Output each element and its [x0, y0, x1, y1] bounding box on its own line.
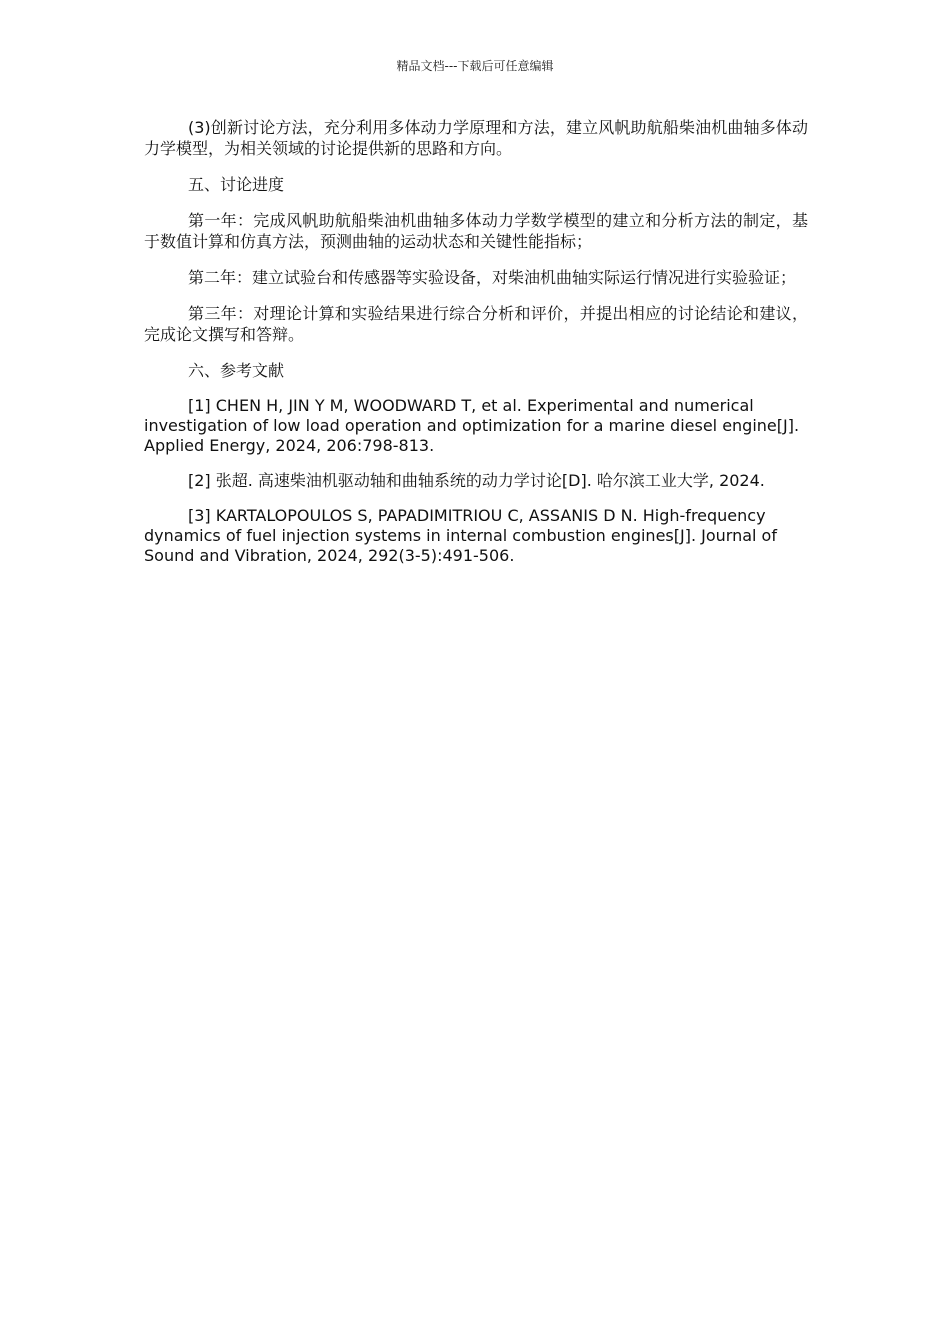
section-heading-progress: 五、讨论进度 [188, 175, 285, 194]
document-body [144, 117, 808, 581]
innovation-paragraph-3: (3)创新讨论方法，充分利用多体动力学原理和方法，建立风帆助航船柴油机曲轴多体动力学模型，为相关领域的讨论提供新的思路和方向。 [144, 118, 808, 158]
reference-item-2: [2] 张超. 高速柴油机驱动轴和曲轴系统的动力学讨论[D]. 哈尔滨工业大学, 2024. [188, 471, 765, 490]
progress-year-3: 第三年：对理论计算和实验结果进行综合分析和评价，并提出相应的讨论结论和建议，完成论文撰写和答辩。 [144, 304, 808, 344]
reference-item-1: [1] CHEN H, JIN Y M, WOODWARD T, et al. Experimental and numerical investigation of low load operation and optimization for a marine diesel engine[J]. Applied Energy, 2024, 206:798-813. [144, 396, 800, 455]
progress-year-1: 第一年：完成风帆助航船柴油机曲轴多体动力学数学模型的建立和分析方法的制定，基于数值计算和仿真方法，预测曲轴的运动状态和关键性能指标； [144, 211, 808, 251]
page-header: 精品文档---下载后可任意编辑 [396, 59, 554, 73]
progress-year-2: 第二年：建立试验台和传感器等实验设备，对柴油机曲轴实际运行情况进行实验验证； [188, 268, 797, 287]
reference-item-3: [3] KARTALOPOULOS S, PAPADIMITRIOU C, ASSANIS D N. High-frequency dynamics of fuel injection systems in internal combustion engines[J]. Journal of Sound and Vibration, 2024, 292(3-5):491-506. [144, 506, 777, 565]
section-heading-references: 六、参考文献 [188, 361, 285, 380]
